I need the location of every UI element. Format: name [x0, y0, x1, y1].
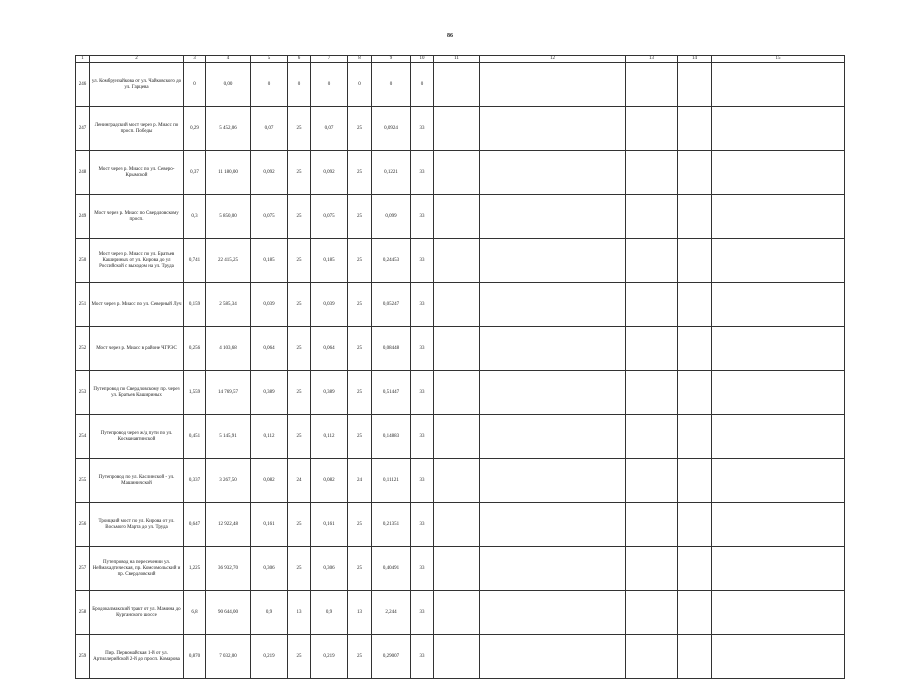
table-cell: 246 [76, 63, 90, 107]
table-row [76, 591, 845, 635]
table-cell [712, 107, 845, 151]
table-cell: 0,185 [311, 239, 348, 283]
table-cell: 0 [251, 63, 288, 107]
table-cell [678, 503, 712, 547]
data-table [75, 55, 845, 679]
table-cell [712, 63, 845, 107]
table-cell: Мост через р. Миасс по ул. Северный Луч [90, 283, 184, 327]
table-row [76, 63, 845, 107]
table-cell: 25 [288, 107, 311, 151]
table-cell: Путепровод по Свердловскому пр. через ул. Братьев Кашириных [90, 371, 184, 415]
table-row [76, 635, 845, 679]
column-header: 11 [434, 56, 480, 63]
table-cell: 13 [288, 591, 311, 635]
table-cell [626, 635, 678, 679]
table-cell [712, 151, 845, 195]
table-cell [480, 371, 626, 415]
table-cell: 248 [76, 151, 90, 195]
table-row [76, 371, 845, 415]
table-cell: 0,389 [251, 371, 288, 415]
table-cell: 0,039 [311, 283, 348, 327]
table-cell: 25 [288, 239, 311, 283]
table-cell: 33 [411, 591, 434, 635]
table-row [76, 503, 845, 547]
table-cell [678, 63, 712, 107]
table-cell: 0 [184, 63, 206, 107]
table-cell: 0,11121 [372, 459, 411, 503]
table-cell: 0,256 [184, 327, 206, 371]
table-cell [480, 635, 626, 679]
table-cell: 25 [288, 503, 311, 547]
table-row [76, 327, 845, 371]
table-row [76, 239, 845, 283]
table-cell: 25 [348, 195, 372, 239]
column-header: 7 [311, 56, 348, 63]
table-cell: 0,161 [311, 503, 348, 547]
table-cell: 2 585,34 [206, 283, 251, 327]
table-cell: 5 850,00 [206, 195, 251, 239]
table-cell: 0,219 [311, 635, 348, 679]
table-cell: 0,159 [184, 283, 206, 327]
table-cell: 0,082 [311, 459, 348, 503]
table-row [76, 195, 845, 239]
table-cell: 25 [348, 415, 372, 459]
table-row [76, 151, 845, 195]
table-cell [626, 195, 678, 239]
table-cell [678, 239, 712, 283]
table-cell: 0,05247 [372, 283, 411, 327]
table-cell: 0 [311, 63, 348, 107]
table-cell: Путепровод по ул. Каслинской - ул. Машиничской [90, 459, 184, 503]
table-cell: 0 [411, 63, 434, 107]
table-cell: 6,8 [184, 591, 206, 635]
table-cell [480, 547, 626, 591]
column-header: 15 [712, 56, 845, 63]
table-cell: 0,9 [251, 591, 288, 635]
table-cell: 33 [411, 195, 434, 239]
table-cell [712, 239, 845, 283]
table-cell [434, 591, 480, 635]
table-cell: 0 [372, 63, 411, 107]
table-cell: 0,870 [184, 635, 206, 679]
table-cell: 0,306 [311, 547, 348, 591]
table-cell [712, 415, 845, 459]
table-cell [434, 415, 480, 459]
table-cell: 0,647 [184, 503, 206, 547]
table-cell [712, 371, 845, 415]
table-cell: 24 [348, 459, 372, 503]
column-header: 14 [678, 56, 712, 63]
column-header: 2 [90, 56, 184, 63]
table-cell: 0,306 [251, 547, 288, 591]
table-cell: 12 922,48 [206, 503, 251, 547]
table-cell [626, 151, 678, 195]
table-cell: 25 [288, 327, 311, 371]
column-header: 13 [626, 56, 678, 63]
table-cell [480, 327, 626, 371]
table-cell: 0,29007 [372, 635, 411, 679]
table-cell: 25 [288, 547, 311, 591]
table-cell [434, 503, 480, 547]
table-cell: 1,559 [184, 371, 206, 415]
table-cell [712, 547, 845, 591]
table-cell: 25 [288, 415, 311, 459]
table-cell [626, 415, 678, 459]
table-cell: 0,112 [251, 415, 288, 459]
table-cell: 11 180,00 [206, 151, 251, 195]
table-cell [480, 591, 626, 635]
table-cell [434, 107, 480, 151]
table-cell [434, 459, 480, 503]
table-cell: 0 [288, 63, 311, 107]
column-header: 12 [480, 56, 626, 63]
table-cell: Мост через р. Миасс по ул. Северо-Крымской [90, 151, 184, 195]
column-header: 5 [251, 56, 288, 63]
table-cell: 25 [348, 151, 372, 195]
table-cell [678, 635, 712, 679]
table-cell: Мост через р. Миасс по ул. Братьев Кашириных от ул. Кирова до ул Российской с выходом на ул. Труда [90, 239, 184, 283]
table-cell [626, 327, 678, 371]
table-cell [678, 459, 712, 503]
table-cell [678, 195, 712, 239]
table-cell: 25 [288, 283, 311, 327]
table-cell: 25 [348, 107, 372, 151]
table-cell [480, 459, 626, 503]
table-cell [480, 151, 626, 195]
table-cell: 0,185 [251, 239, 288, 283]
table-cell [626, 239, 678, 283]
table-cell [480, 195, 626, 239]
table-cell: 0,039 [251, 283, 288, 327]
table-cell [480, 415, 626, 459]
table-cell [712, 327, 845, 371]
table-cell: 33 [411, 239, 434, 283]
table-cell: 33 [411, 371, 434, 415]
column-header: 6 [288, 56, 311, 63]
table-cell: 0,092 [251, 151, 288, 195]
table-cell: 257 [76, 547, 90, 591]
table-row [76, 283, 845, 327]
table-cell: 250 [76, 239, 90, 283]
table-cell: 25 [348, 283, 372, 327]
table-cell: Путепровод на пересечении ул. Неймахадтическая, пр. Комсомольский и пр. Свердловский [90, 547, 184, 591]
table-cell [434, 63, 480, 107]
table-cell: 25 [348, 239, 372, 283]
table-cell: 258 [76, 591, 90, 635]
table-cell: 25 [348, 503, 372, 547]
table-cell: 0,1221 [372, 151, 411, 195]
table-cell [480, 283, 626, 327]
table-cell: 25 [348, 547, 372, 591]
table-cell: 3 267,50 [206, 459, 251, 503]
table-cell: 2,244 [372, 591, 411, 635]
header-row [76, 56, 845, 63]
table-cell: 252 [76, 327, 90, 371]
table-cell [480, 107, 626, 151]
table-cell: ул. Комбрунзайкова от ул. Чайковского до ул. Гарцева [90, 63, 184, 107]
table-row [76, 459, 845, 503]
column-header: 10 [411, 56, 434, 63]
page-number: 86 [447, 33, 453, 39]
table-cell: 0,00 [206, 63, 251, 107]
table-cell: 0,082 [251, 459, 288, 503]
table-cell [678, 415, 712, 459]
table-cell: 4 103,68 [206, 327, 251, 371]
table-cell: 254 [76, 415, 90, 459]
table-cell: 33 [411, 415, 434, 459]
table-cell: 0,337 [184, 459, 206, 503]
table-cell: Путепровод через ж/д пути по ул. Косманавтинской [90, 415, 184, 459]
table-cell: Пир. Первомайская 1-й от ул. Артиллерийской 2-й до просп. Комарова [90, 635, 184, 679]
table-cell: 24 [288, 459, 311, 503]
table-cell [480, 63, 626, 107]
table-cell [626, 371, 678, 415]
table-cell: 5 452,06 [206, 107, 251, 151]
table-cell: 0,37 [184, 151, 206, 195]
table-cell [678, 151, 712, 195]
table-cell: 0,741 [184, 239, 206, 283]
table-cell [434, 371, 480, 415]
table-cell: 0,21351 [372, 503, 411, 547]
table-cell [626, 503, 678, 547]
table-cell: 0,389 [311, 371, 348, 415]
table-cell [678, 371, 712, 415]
table-cell [434, 195, 480, 239]
table-cell: 1,225 [184, 547, 206, 591]
table-cell: 0,219 [251, 635, 288, 679]
table-cell: 253 [76, 371, 90, 415]
table-cell: 247 [76, 107, 90, 151]
table-cell: 33 [411, 151, 434, 195]
table-cell: 7 032,00 [206, 635, 251, 679]
table-cell [626, 459, 678, 503]
table-cell [434, 151, 480, 195]
table-cell: 0,0924 [372, 107, 411, 151]
table-cell: 33 [411, 459, 434, 503]
table-cell: 33 [411, 327, 434, 371]
table-cell [626, 547, 678, 591]
table-cell: 0 [348, 63, 372, 107]
table-cell: 0,064 [311, 327, 348, 371]
table-cell: 14 769,57 [206, 371, 251, 415]
table-cell: 25 [348, 327, 372, 371]
table-cell: 0,29 [184, 107, 206, 151]
table-cell [626, 283, 678, 327]
table-cell: 0,451 [184, 415, 206, 459]
table-cell [434, 283, 480, 327]
table-cell [712, 195, 845, 239]
column-header: 1 [76, 56, 90, 63]
table-cell [678, 327, 712, 371]
table-cell [678, 547, 712, 591]
table-cell: 25 [288, 195, 311, 239]
table-cell [712, 283, 845, 327]
table-cell [434, 239, 480, 283]
table-cell: Бродокалмакский тракт от ул. Мамина до Курганского шоссе [90, 591, 184, 635]
table-cell: Троицкий мост по ул. Кирова от ул. Восьмого Марта до ул. Труда [90, 503, 184, 547]
table-cell [678, 283, 712, 327]
column-header: 8 [348, 56, 372, 63]
table-cell: 249 [76, 195, 90, 239]
table-cell [480, 503, 626, 547]
table-cell: 0,099 [372, 195, 411, 239]
table-cell: 25 [288, 151, 311, 195]
table-cell: 33 [411, 503, 434, 547]
table-cell: 256 [76, 503, 90, 547]
table-cell: Ленинградский мост через р. Миасс по просп. Победы [90, 107, 184, 151]
column-header: 4 [206, 56, 251, 63]
table-cell: Мост через р. Миасс по Свердловскому просп. [90, 195, 184, 239]
table-cell: 0,064 [251, 327, 288, 371]
table-cell: 0,51447 [372, 371, 411, 415]
table-cell [678, 591, 712, 635]
column-header: 9 [372, 56, 411, 63]
table-cell: 251 [76, 283, 90, 327]
table-cell: 0,14883 [372, 415, 411, 459]
table-cell: 0,40491 [372, 547, 411, 591]
table-cell: 33 [411, 547, 434, 591]
table-cell: 0,075 [311, 195, 348, 239]
table-cell [712, 591, 845, 635]
table-cell: 0,08448 [372, 327, 411, 371]
table-cell [434, 327, 480, 371]
table-cell [712, 503, 845, 547]
table-cell [434, 635, 480, 679]
table-cell: 25 [348, 635, 372, 679]
table-cell: 22 415,25 [206, 239, 251, 283]
table-cell: 90 644,00 [206, 591, 251, 635]
table-cell: 33 [411, 635, 434, 679]
table-cell: 0,112 [311, 415, 348, 459]
table-cell: 0,092 [311, 151, 348, 195]
table-cell: 0,07 [251, 107, 288, 151]
table-cell: 255 [76, 459, 90, 503]
table-cell: Мост через р. Миасс в районе ЧГРЭС [90, 327, 184, 371]
table-cell: 0,07 [311, 107, 348, 151]
table-cell [712, 635, 845, 679]
table-cell [480, 239, 626, 283]
table-row [76, 415, 845, 459]
table-cell: 259 [76, 635, 90, 679]
table-cell: 0,24453 [372, 239, 411, 283]
table-cell [626, 63, 678, 107]
table-cell: 25 [348, 371, 372, 415]
table-cell: 36 932,70 [206, 547, 251, 591]
table-cell: 33 [411, 107, 434, 151]
table-cell [712, 459, 845, 503]
table-cell: 0,161 [251, 503, 288, 547]
table-cell: 25 [288, 635, 311, 679]
table-cell: 0,3 [184, 195, 206, 239]
table-cell [434, 547, 480, 591]
table-cell [626, 107, 678, 151]
table-row [76, 107, 845, 151]
table-cell: 0,075 [251, 195, 288, 239]
table-cell: 5 145,91 [206, 415, 251, 459]
column-header: 3 [184, 56, 206, 63]
table-cell: 25 [288, 371, 311, 415]
table-cell: 33 [411, 283, 434, 327]
table-cell: 13 [348, 591, 372, 635]
table-cell [626, 591, 678, 635]
table-cell [678, 107, 712, 151]
table-row [76, 547, 845, 591]
table-cell: 0,9 [311, 591, 348, 635]
